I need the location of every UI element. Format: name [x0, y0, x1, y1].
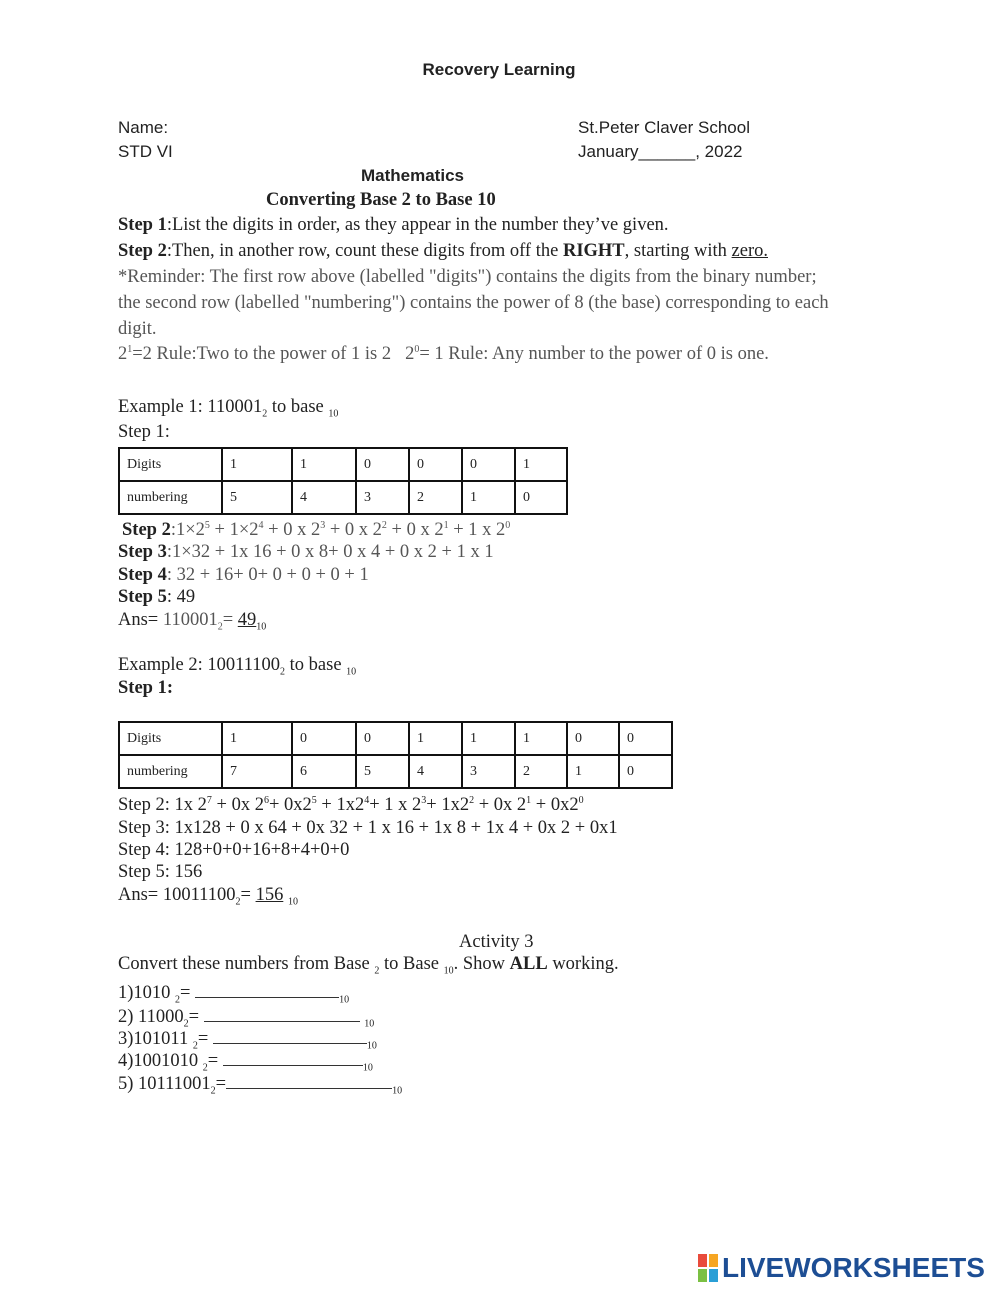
date-suffix: , 2022 — [695, 142, 743, 161]
ex1-base-sub: 2 — [262, 408, 268, 420]
table-cell: 1 — [515, 722, 567, 755]
date-blank[interactable]: ______ — [638, 142, 696, 161]
table-row — [119, 722, 672, 755]
table-cell: 3 — [462, 755, 515, 788]
table-row — [119, 481, 567, 514]
answer-blank[interactable] — [204, 1021, 360, 1022]
table-cell: 0 — [462, 448, 515, 481]
rule-b-base: 2 — [405, 344, 415, 364]
table-cell: 1 — [515, 448, 567, 481]
reminder-line-3: digit. — [118, 319, 157, 339]
ex1-step5-label: Step 5 — [118, 587, 167, 607]
table-cell: 5 — [356, 755, 409, 788]
table-cell: 1 — [462, 722, 515, 755]
table-cell: 0 — [356, 722, 409, 755]
subject-heading: Mathematics — [361, 166, 464, 185]
reminder-line-1: *Reminder: The first row above (labelled "digits") contains the digits from the binary number; — [118, 267, 817, 287]
table-cell: 0 — [409, 448, 462, 481]
example2-step5: Step 5: 156 — [118, 862, 203, 882]
ex1-step5-text: : 49 — [166, 587, 196, 607]
table-cell: 1 — [292, 448, 356, 481]
table-cell: 0 — [619, 755, 672, 788]
example2-step3: Step 3: 1x128 + 0 x 64 + 0x 32 + 1 x 16 + 1x 8 + 1x 4 + 0x 2 + 0x1 — [118, 818, 618, 838]
table-cell: 0 — [515, 481, 567, 514]
rule-b-text: = 1 Rule: Any number to the power of 0 is one. — [419, 344, 769, 364]
answer-blank[interactable] — [226, 1088, 392, 1089]
question-2: 2) $11000_2= _{10}$ — [118, 1007, 375, 1030]
step2-label: Step 2 — [118, 241, 167, 261]
row-label: Digits — [119, 448, 222, 481]
ex1-answer-value: 49 — [237, 610, 257, 630]
page-title: Recovery Learning — [422, 60, 576, 79]
ex1-step4-text: : 32 + 16+ 0+ 0 + 0 + 0 + 1 — [166, 565, 369, 585]
example2-step1: Step 1: — [118, 678, 173, 698]
question-3: 3)101011 $_2$= $_{10}$ — [118, 1029, 377, 1052]
question-4: 4)1001010 $_2$= $_{10}$ — [118, 1051, 373, 1074]
example2-answer: $Ans= 10011100_2= 156$ $_{10}$ — [118, 885, 298, 908]
intro-step1 — [118, 215, 669, 236]
table-cell: 4 — [409, 755, 462, 788]
answer-blank[interactable] — [195, 997, 339, 998]
ex1-step3-label: Step 3 — [118, 542, 167, 562]
activity-instructions: Convert these numbers from Base $_2$ to Base $_{10}$. Show ALL working. — [118, 954, 619, 977]
table-row — [119, 755, 672, 788]
ex1-target-sub: 10 — [328, 408, 339, 420]
table-row — [119, 448, 567, 481]
rule-a-base: 2 — [118, 344, 128, 364]
example1-table — [118, 447, 568, 515]
table-cell: 6 — [292, 755, 356, 788]
ex1-number: Example 1: 110001 — [118, 397, 263, 417]
row-label: numbering — [119, 755, 222, 788]
liveworksheets-logo — [697, 1252, 985, 1284]
step1-label: Step 1 — [118, 215, 167, 235]
intro-step2 — [118, 241, 768, 262]
example1-step1: Step 1: — [118, 422, 170, 442]
rule-a-exp: 1 — [127, 343, 133, 355]
table-cell: 0 — [567, 722, 619, 755]
ex1-step2-label: Step 2 — [122, 520, 171, 540]
table-cell: 2 — [515, 755, 567, 788]
example2-heading: Example 2: $10011100_2$ to base $_{10}$ — [118, 655, 357, 678]
table-cell: 1 — [409, 722, 462, 755]
example2-table — [118, 721, 673, 789]
ex2-number: Example 2: 10011100 — [118, 655, 281, 675]
example2-step4: Step 4: 128+0+0+16+8+4+0+0 — [118, 840, 350, 860]
example1-step4 — [118, 565, 369, 586]
row-label: Digits — [119, 722, 222, 755]
table-cell: 1 — [462, 481, 515, 514]
school-name: St.Peter Claver School — [578, 118, 750, 137]
rule-a-text: =2 Rule:Two to the power of 1 is 2 — [132, 344, 392, 364]
table-cell: 2 — [409, 481, 462, 514]
table-cell: 1 — [222, 448, 292, 481]
table-cell: 0 — [292, 722, 356, 755]
example1-step3 — [118, 542, 494, 563]
question-1: 1)1010 $_2$= $_{10}$ — [118, 983, 350, 1006]
step1-text: :List the digits in order, as they appear in the number they’ve given. — [166, 215, 669, 235]
step2-bold: RIGHT — [562, 241, 625, 261]
table-cell: 7 — [222, 755, 292, 788]
example1-step5 — [118, 587, 195, 608]
date-line — [578, 142, 742, 162]
ex1-step3-text: :1×32 + 1x 16 + 0 x 8+ 0 x 4 + 0 x 2 + 1 x 1 — [166, 542, 494, 562]
activity-title: Activity 3 — [459, 932, 534, 952]
rule-b-exp: 0 — [414, 343, 420, 355]
table-cell: 5 — [222, 481, 292, 514]
answer-blank[interactable] — [223, 1065, 363, 1066]
ex1-to-base: to base — [267, 397, 329, 417]
table-cell: 1 — [222, 722, 292, 755]
live-blocks-icon — [697, 1253, 719, 1283]
reminder-line-2: the second row (labelled "numbering") contains the power of 8 (the base) corresponding to each — [118, 293, 829, 313]
table-cell: 1 — [567, 755, 619, 788]
name-label: Name: — [118, 118, 169, 137]
table-cell: 0 — [619, 722, 672, 755]
topic-heading: Converting Base 2 to Base 10 — [266, 190, 496, 210]
answer-blank[interactable] — [213, 1043, 367, 1044]
table-cell: 4 — [292, 481, 356, 514]
table-cell: 0 — [356, 448, 409, 481]
ex1-step4-label: Step 4 — [118, 565, 167, 585]
example1-heading — [118, 397, 338, 418]
ex2-answer-value: 156 — [255, 885, 284, 905]
logo-text: LIVEWORKSHEETS — [722, 1252, 985, 1283]
row-label: numbering — [119, 481, 222, 514]
step2-text-b: , starting with — [624, 241, 732, 261]
example1-step2: Step $2:1\times 2^5 + 1\times 2^4 + 0$ x $2^3 + 0$ x $2^2 + 0$ x $2^1 + 1$ x $2^0$ — [122, 519, 511, 540]
power-rules — [118, 344, 769, 365]
date-prefix: January — [578, 142, 639, 161]
question-5: 5) $10111001_2= _{10}$ — [118, 1074, 403, 1097]
class-label: STD VI — [118, 142, 173, 161]
example2-step2: Step 2: 1x $2^7 + 0x$ $2^6+ 0x2^5 + 1x2^4+ 1$ x $2^3+ 1x2^2 + 0x$ $2^1 + 0x2^0$ — [118, 794, 584, 815]
step2-text-a: :Then, in another row, count these digits from off the — [166, 241, 563, 261]
step2-underlined: zero. — [731, 241, 768, 261]
example1-answer: $Ans= 110001_2= 49_{10}$ — [118, 610, 267, 633]
table-cell: 3 — [356, 481, 409, 514]
